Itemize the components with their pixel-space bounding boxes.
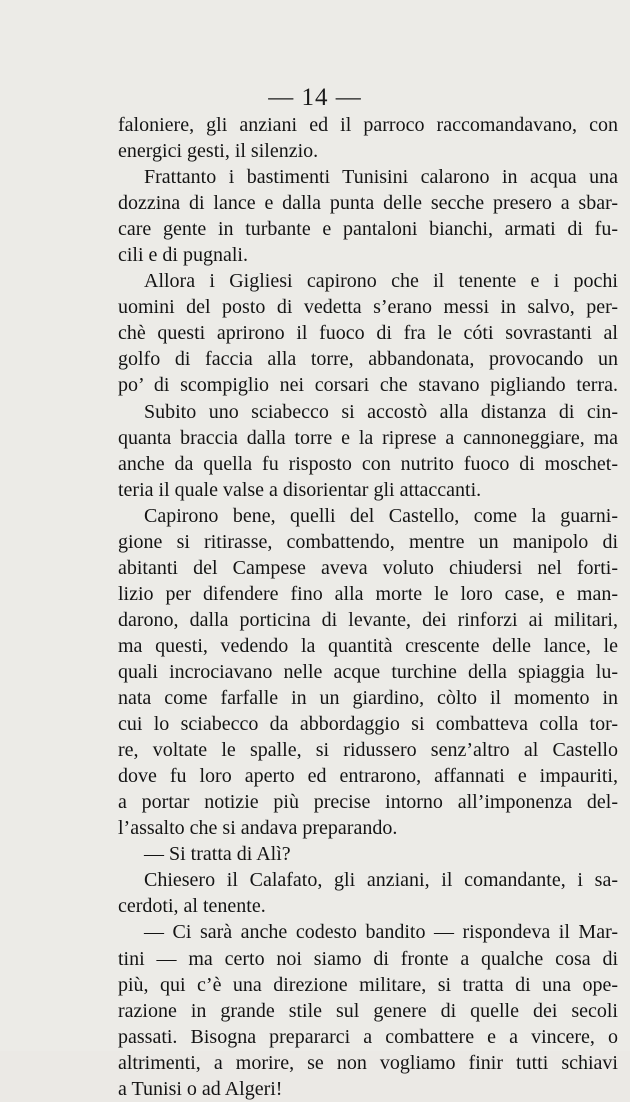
text-line: anche da quella fu risposto con nutrito fuoco di moschet-: [118, 452, 618, 475]
text-line: tini — ma certo noi siamo di fronte a qualche cosa di: [118, 947, 618, 970]
text-line: re, voltate le spalle, si ridussero senz’altro al Castello: [118, 739, 618, 762]
text-line: care gente in turbante e pantaloni bianchi, armati di fu-: [118, 218, 618, 241]
text-line: golfo di faccia alla torre, abbandonata, provocando un: [118, 348, 618, 371]
text-line: quali incrociavano nelle acque turchine della spiaggia lu-: [118, 660, 618, 683]
text-line: passati. Bisogna prepararci a combattere e a vincere, o: [118, 1025, 618, 1048]
text-line: darono, dalla porticina di levante, dei rinforzi ai militari,: [118, 608, 618, 631]
text-line: — Si tratta di Alì?: [144, 843, 291, 866]
text-line: po’ di scompiglio nei corsari che stavano pigliando terra.: [118, 374, 618, 397]
text-line: cerdoti, al tenente.: [118, 895, 266, 918]
text-line: uomini del posto di vedetta s’erano messi in salvo, per-: [118, 296, 618, 319]
text-line: dove fu loro aperto ed entrarono, affannati e impauriti,: [118, 765, 618, 788]
text-line: faloniere, gli anziani ed il parroco raccomandavano, con: [118, 114, 618, 136]
text-line: dozzina di lance e dalla punta delle secche presero a sbar-: [118, 192, 618, 215]
text-line: quanta braccia dalla torre e la riprese a cannoneggiare, ma: [118, 426, 618, 449]
text-line: l’assalto che si andava preparando.: [118, 817, 398, 840]
text-line: altrimenti, a morire, se non vogliamo finir tutti schiavi: [118, 1051, 618, 1074]
text-line: a portar notizie più precise intorno all’imponenza del-: [118, 791, 618, 814]
text-line: Chiesero il Calafato, gli anziani, il comandante, i sa-: [144, 869, 618, 892]
text-line: Capirono bene, quelli del Castello, come la guarni-: [144, 504, 618, 527]
text-line: cili e di pugnali.: [118, 244, 248, 267]
text-line: abitanti del Campese aveva voluto chiudersi nel forti-: [118, 556, 618, 579]
text-line: razione in grande stile sul genere di quelle dei secoli: [118, 999, 618, 1022]
text-line: chè questi aprirono il fuoco di fra le cóti sovrastanti al: [118, 322, 618, 345]
text-line: Subito uno sciabecco si accostò alla distanza di cin-: [144, 400, 618, 423]
text-line: ma questi, vedendo la quantità crescente delle lance, le: [118, 634, 618, 657]
text-line: cui lo sciabecco da abbordaggio si combatteva colla tor-: [118, 713, 618, 736]
text-line: nata come farfalle in un giardino, còlto il momento in: [118, 687, 618, 710]
text-line: teria il quale valse a disorientar gli attaccanti.: [118, 478, 482, 501]
text-line: a Tunisi o ad Algeri!: [118, 1077, 283, 1100]
text-line: più, qui c’è una direzione militare, si tratta di una ope-: [118, 973, 618, 996]
page-number: — 14 —: [268, 84, 362, 111]
text-line: lizio per difendere fino alla morte le loro case, e man-: [118, 582, 618, 605]
text-line: Allora i Gigliesi capirono che il tenente e i pochi: [144, 270, 618, 293]
text-line: gione si ritirasse, combattendo, mentre un manipolo di: [118, 530, 618, 553]
text-line: energici gesti, il silenzio.: [118, 140, 319, 163]
text-line: Frattanto i bastimenti Tunisini calarono in acqua una: [144, 166, 618, 189]
body-text: [118, 112, 618, 1102]
text-line: — Ci sarà anche codesto bandito — rispondeva il Mar-: [144, 921, 618, 944]
